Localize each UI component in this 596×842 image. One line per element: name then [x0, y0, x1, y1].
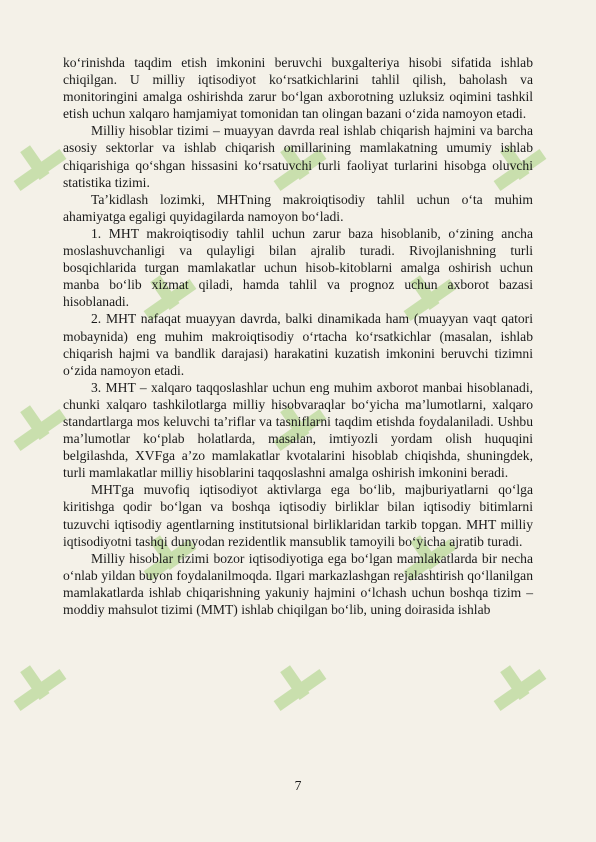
paragraph: Ta’kidlash lozimki, MHTning makroiqtisodiy tahlil uchun o‘ta muhim ahamiyatga egaligi quyidagilarda namoyon bo‘ladi.	[63, 191, 533, 224]
paragraph: Milliy hisoblar tizimi – muayyan davrda real ishlab chiqarish hajmini va barcha asosiy sektorlar va ishlab chiqarish omillarining mamlakatning umumiy ishlab chiqarishiga qo‘shgan hissasini ko‘rsatuvchi turli faoliyat turlarini hisobga oluvchi statistika tizimi.	[63, 123, 533, 190]
page-number: 7	[294, 778, 302, 793]
watermark-mark	[2, 393, 67, 453]
paragraph: 2. MHT nafaqat muayyan davrda, balki dinamikada ham (muayyan vaqt qatori mobaynida) eng muhim makroiqtisodiy o‘rtacha ko‘rsatkichlar (masalan, ishlab chiqarish hajmi va bandlik darajasi) harakatini kuzatish imkonini beruvchi tizimni o‘zida namoyon etadi.	[63, 311, 533, 378]
paragraph: 1. MHT makroiqtisodiy tahlil uchun zarur baza hisoblanib, o‘zining ancha moslashuvchanligi va qulayligi bilan ajralib turadi. Rivojlanishning turli bosqichlarida turgan mamlakatlar uchun hisob-kitoblarni amalga oshirish uchun manba bo‘lib xizmat qiladi, hamda tahlil va prognoz uchun axborot bazasi hisoblanadi.	[63, 225, 533, 310]
watermark-mark	[262, 653, 327, 713]
paragraph: Milliy hisoblar tizimi bozor iqtisodiyotiga ega bo‘lgan mamlakatlarda bir necha o‘nlab yildan buyon foydalanilmoqda. Ilgari markazlashgan rejalashtirish qo‘llanilgan mamlakatlarda ishlab chiqarishning yakuniy hajmini o‘lchash uchun boshqa tizim – moddiy mahsulot tizimi (MMT) ishlab chiqilgan bo‘lib, uning doirasida ishlab	[63, 550, 533, 617]
paragraph: 3. MHT – xalqaro taqqoslashlar uchun eng muhim axborot manbai hisoblanadi, chunki xalqaro tashkilotlarga milliy hisobvaraqlar bo‘yicha ma’lumotlarni, xalqaro standartlarga mos keluvchi ta’riflar va tasniflarni taqdim etishda foydalaniladi. Ushbu ma’lumotlar ko‘plab holatlarda, masalan, imtiyozli yordam olish huquqini belgilashda, XVFga a’zo mamlakatlar kvotalarini hisoblab chiqishda, shuningdek, turli mamlakatlar milliy hisoblarini taqqoslashni amalga oshirish imkonini beradi.	[63, 379, 533, 481]
paragraph: ko‘rinishda taqdim etish imkonini beruvchi buxgalteriya hisobi sifatida ishlab chiqilgan. U milliy iqtisodiyot ko‘rsatkichlarini tahlil qilish, baholash va monitoringini amalga oshirishda zarur bo‘lgan axborotning uzluksiz oqimini tashkil etish uchun xalqaro hamjamiyat tomonidan tan olingan bazani o‘zida namoyon etadi.	[63, 55, 533, 122]
watermark-mark	[2, 133, 67, 193]
paragraph: MHTga muvofiq iqtisodiyot aktivlarga ega bo‘lib, majburiyatlarni qo‘lga kiritishga qodir bo‘lgan va boshqa iqtisodiy birliklar bilan iqtisodiy bitimlarni tuzuvchi iqtisodiy agentlarning institutsional birliklaridan tarkib topgan. MHT milliy iqtisodiyotni tashqi dunyodan rezidentlik mansublik tamoyili bo‘yicha ajratib turadi.	[63, 482, 533, 549]
watermark-mark	[2, 653, 67, 713]
body-text	[63, 54, 533, 618]
watermark-mark	[482, 653, 547, 713]
